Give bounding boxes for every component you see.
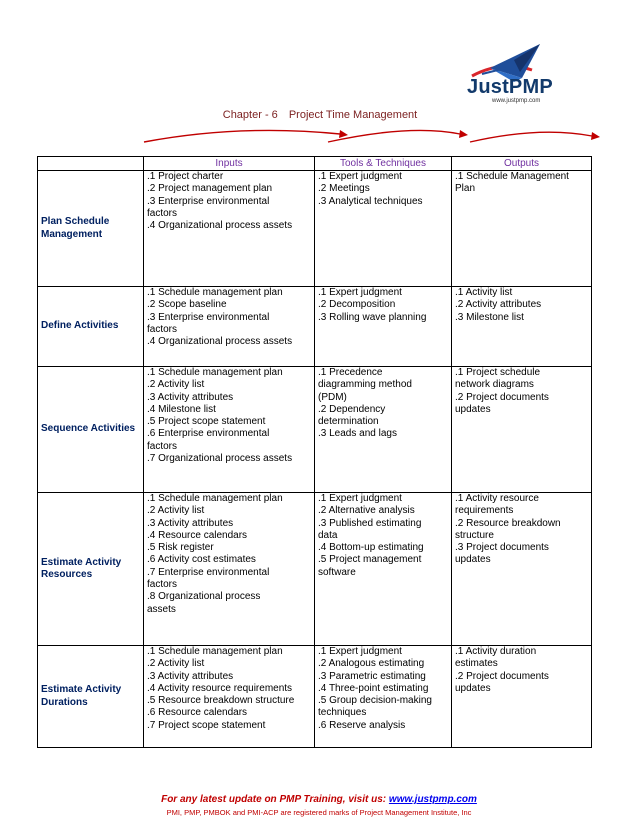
outputs-item: updates bbox=[455, 554, 491, 566]
table-row bbox=[38, 287, 592, 367]
footer-link[interactable]: www.justpmp.com bbox=[388, 794, 477, 805]
tools-item: .1 Expert judgment bbox=[318, 171, 402, 182]
inputs-item: factors bbox=[147, 207, 178, 219]
cell-outputs bbox=[452, 171, 592, 287]
footer-legal: PMI, PMP, PMBOK and PMI-ACP are registered marks of Project Management Institute, Inc bbox=[166, 808, 472, 817]
tools-item: software bbox=[318, 566, 356, 578]
inputs-item: .6 Activity cost estimates bbox=[147, 554, 256, 566]
inputs-item: .8 Organizational process bbox=[147, 591, 261, 603]
inputs-item: .1 Schedule management plan bbox=[147, 367, 283, 378]
outputs-item: .1 Activity list bbox=[455, 287, 513, 298]
inputs-item: assets bbox=[147, 603, 176, 615]
cell-inputs bbox=[144, 287, 315, 367]
outputs-item: .2 Project documents bbox=[455, 391, 549, 403]
chapter-subject: Project Time Management bbox=[288, 109, 418, 121]
inputs-item: factors bbox=[147, 579, 178, 591]
outputs-item: .2 Project documents bbox=[455, 670, 549, 682]
cell-inputs bbox=[144, 171, 315, 287]
tools-item: .3 Parametric estimating bbox=[318, 670, 426, 682]
inputs-item: .2 Activity list bbox=[147, 505, 205, 517]
tools-item: .2 Decomposition bbox=[318, 299, 396, 311]
tools-item: .2 Dependency bbox=[318, 403, 386, 415]
inputs-item: .4 Activity resource requirements bbox=[147, 682, 293, 694]
header-process bbox=[38, 157, 144, 171]
inputs-item: .6 Enterprise environmental bbox=[147, 428, 270, 440]
inputs-item: .5 Resource breakdown structure bbox=[147, 695, 295, 707]
cell-inputs bbox=[144, 493, 315, 646]
inputs-item: .2 Activity list bbox=[147, 658, 205, 670]
outputs-item: .3 Milestone list bbox=[455, 311, 524, 323]
footer-update bbox=[0, 794, 638, 805]
tools-item: .1 Expert judgment bbox=[318, 646, 402, 657]
outputs-item: Plan bbox=[455, 183, 476, 195]
tools-item: .2 Meetings bbox=[318, 183, 370, 195]
inputs-item: .4 Resource calendars bbox=[147, 529, 248, 541]
inputs-item: factors bbox=[147, 440, 178, 452]
cell-tools bbox=[315, 171, 452, 287]
inputs-item: factors bbox=[147, 323, 178, 335]
inputs-item: .3 Enterprise environmental bbox=[147, 311, 270, 323]
tools-item: data bbox=[318, 529, 338, 541]
tools-item: .1 Expert judgment bbox=[318, 493, 402, 504]
inputs-item: .3 Enterprise environmental bbox=[147, 195, 270, 207]
inputs-item: .3 Activity attributes bbox=[147, 391, 234, 403]
tools-item: .3 Analytical techniques bbox=[318, 195, 423, 207]
inputs-item: .1 Schedule management plan bbox=[147, 493, 283, 504]
inputs-item: .7 Organizational process assets bbox=[147, 453, 293, 465]
header-tools: Tools & Techniques bbox=[315, 157, 452, 171]
table-row bbox=[38, 493, 592, 646]
outputs-item: .1 Activity resource bbox=[455, 493, 539, 504]
outputs-item: requirements bbox=[455, 505, 514, 517]
tools-item: (PDM) bbox=[318, 391, 347, 403]
tools-item: .5 Project management bbox=[318, 554, 422, 566]
tools-item: techniques bbox=[318, 707, 367, 719]
cell-outputs bbox=[452, 287, 592, 367]
process-name: Plan Schedule Management bbox=[38, 171, 144, 287]
inputs-item: .4 Organizational process assets bbox=[147, 336, 293, 348]
table-header-row bbox=[38, 157, 592, 171]
inputs-item: .2 Scope baseline bbox=[147, 299, 227, 311]
tools-item: .3 Leads and lags bbox=[318, 428, 397, 440]
outputs-item: network diagrams bbox=[455, 379, 534, 391]
cell-outputs bbox=[452, 646, 592, 748]
tools-item: diagramming method bbox=[318, 379, 412, 391]
chapter-label: Chapter - 6 bbox=[222, 109, 278, 121]
tools-item: .4 Bottom-up estimating bbox=[318, 542, 424, 554]
inputs-item: .1 Project charter bbox=[147, 171, 224, 182]
cell-inputs bbox=[144, 646, 315, 748]
table-row bbox=[38, 646, 592, 748]
outputs-item: .2 Resource breakdown bbox=[455, 517, 561, 529]
outputs-item: .1 Activity duration bbox=[455, 646, 537, 657]
cell-outputs bbox=[452, 367, 592, 493]
inputs-item: .1 Schedule management plan bbox=[147, 646, 283, 657]
inputs-item: .5 Risk register bbox=[147, 542, 214, 554]
logo-url: www.justpmp.com bbox=[492, 98, 541, 104]
tools-item: .2 Analogous estimating bbox=[318, 658, 425, 670]
tools-item: .2 Alternative analysis bbox=[318, 505, 415, 517]
process-name: Define Activities bbox=[38, 287, 144, 367]
cell-tools bbox=[315, 493, 452, 646]
tools-item: .6 Reserve analysis bbox=[318, 719, 406, 731]
outputs-item: .1 Schedule Management bbox=[455, 171, 569, 182]
table-row bbox=[38, 171, 592, 287]
inputs-item: .7 Enterprise environmental bbox=[147, 566, 270, 578]
inputs-item: .1 Schedule management plan bbox=[147, 287, 283, 298]
tools-item: .1 Expert judgment bbox=[318, 287, 402, 298]
inputs-item: .4 Organizational process assets bbox=[147, 220, 293, 232]
process-name: Sequence Activities bbox=[38, 367, 144, 493]
header-inputs: Inputs bbox=[144, 157, 315, 171]
cell-inputs bbox=[144, 367, 315, 493]
tools-item: determination bbox=[318, 416, 379, 428]
outputs-item: structure bbox=[455, 529, 494, 541]
outputs-item: estimates bbox=[455, 658, 498, 670]
itto-table bbox=[37, 156, 592, 748]
cell-tools bbox=[315, 646, 452, 748]
cell-tools bbox=[315, 287, 452, 367]
inputs-item: .3 Activity attributes bbox=[147, 670, 234, 682]
cell-outputs bbox=[452, 493, 592, 646]
tools-item: .1 Precedence bbox=[318, 367, 383, 378]
outputs-item: updates bbox=[455, 403, 491, 415]
inputs-item: .2 Activity list bbox=[147, 379, 205, 391]
inputs-item: .6 Resource calendars bbox=[147, 707, 248, 719]
header-outputs: Outputs bbox=[452, 157, 592, 171]
outputs-item: .3 Project documents bbox=[455, 542, 549, 554]
tools-item: .3 Rolling wave planning bbox=[318, 311, 427, 323]
inputs-item: .2 Project management plan bbox=[147, 183, 273, 195]
inputs-item: .3 Activity attributes bbox=[147, 517, 234, 529]
footer-text: For any latest update on PMP Training, visit us: bbox=[161, 794, 387, 805]
flow-arrows-icon bbox=[140, 120, 600, 150]
inputs-item: .5 Project scope statement bbox=[147, 416, 266, 428]
outputs-item: .1 Project schedule bbox=[455, 367, 541, 378]
logo-wordmark: JustPMP bbox=[467, 76, 553, 98]
inputs-item: .7 Project scope statement bbox=[147, 719, 266, 731]
outputs-item: .2 Activity attributes bbox=[455, 299, 542, 311]
inputs-item: .4 Milestone list bbox=[147, 403, 216, 415]
tools-item: .5 Group decision-making bbox=[318, 695, 432, 707]
tools-item: .3 Published estimating bbox=[318, 517, 422, 529]
process-name: Estimate Activity Durations bbox=[38, 646, 144, 748]
cell-tools bbox=[315, 367, 452, 493]
tools-item: .4 Three-point estimating bbox=[318, 682, 429, 694]
outputs-item: updates bbox=[455, 682, 491, 694]
table-row bbox=[38, 367, 592, 493]
process-name: Estimate Activity Resources bbox=[38, 493, 144, 646]
